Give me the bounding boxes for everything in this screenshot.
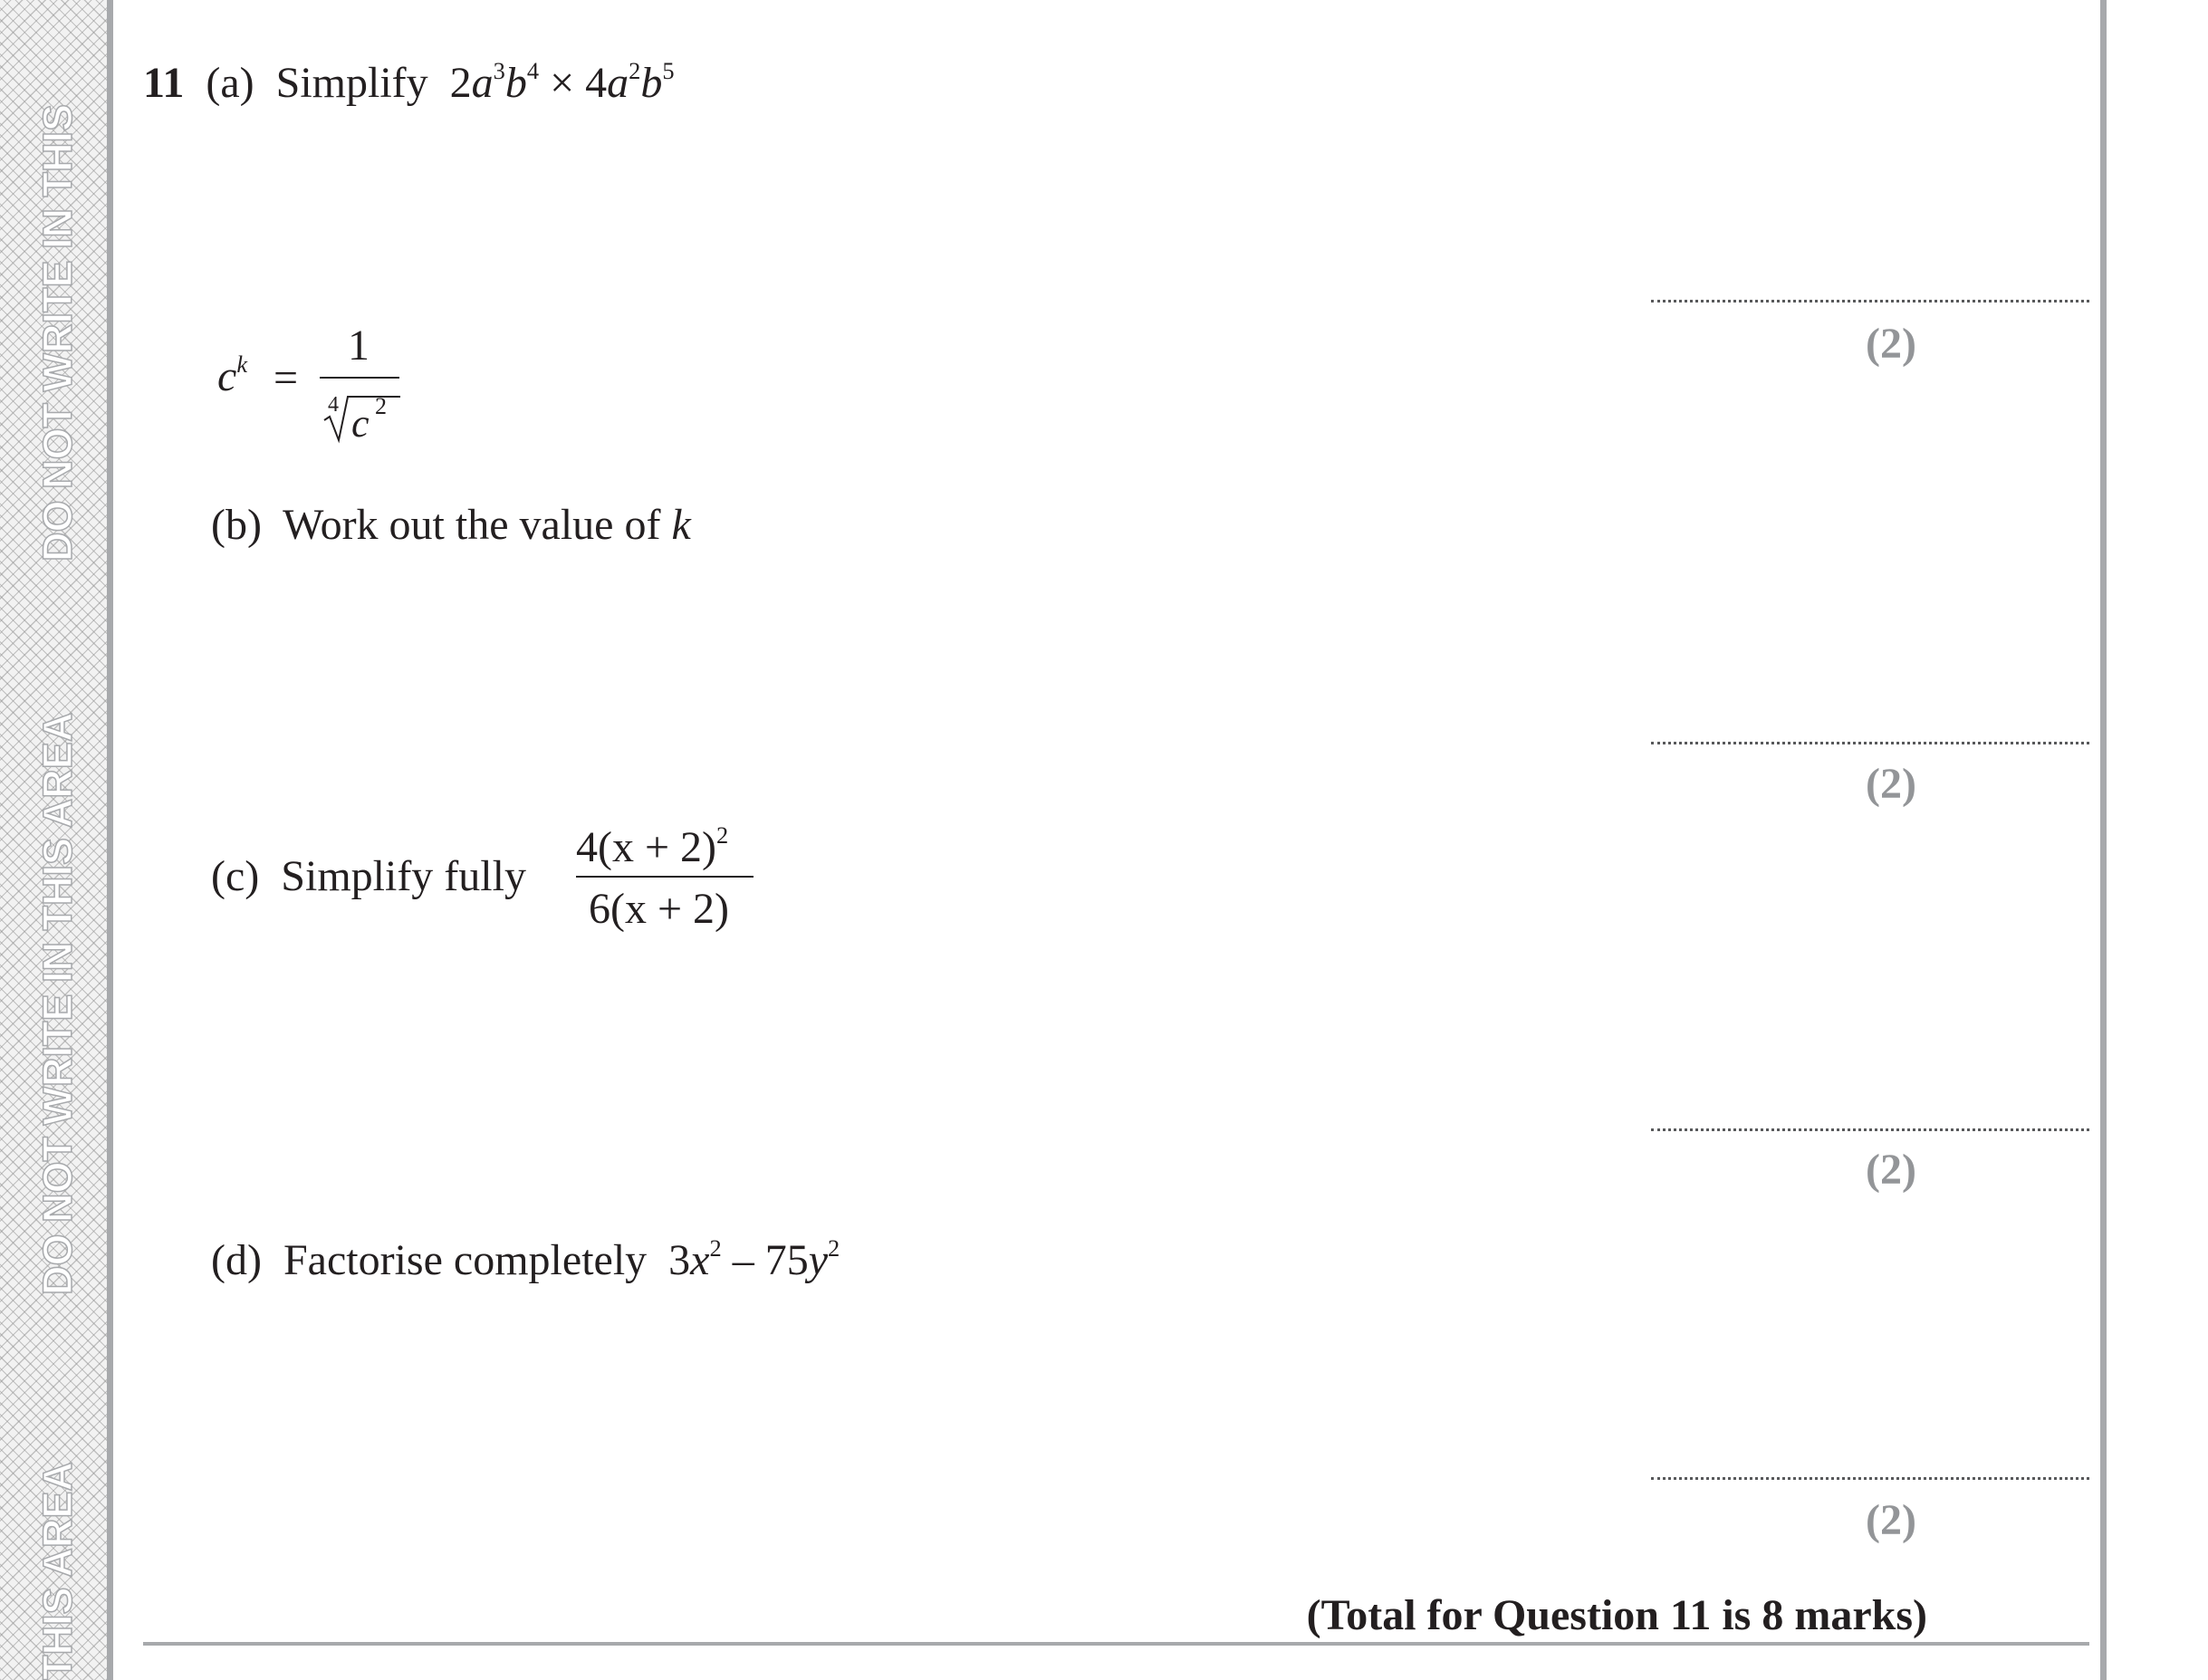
part-c-denominator: 6(x + 2) — [589, 885, 730, 933]
marks-a: (2) — [1866, 320, 1916, 368]
part-d-expression: $3x^2 - 75y^2$ — [668, 1234, 840, 1284]
part-b-line — [211, 501, 691, 549]
part-d-line — [211, 1234, 840, 1284]
right-border — [2100, 0, 2107, 1680]
marks-b: (2) — [1866, 760, 1916, 808]
part-b-variable: k — [671, 501, 691, 549]
part-c-numerator: $4(x + 2)^2$ — [576, 821, 729, 871]
part-a-instruction: Simplify — [275, 59, 428, 107]
bottom-rule — [143, 1642, 2089, 1646]
marks-c: (2) — [1866, 1146, 1916, 1194]
part-d-instruction: Factorise completely — [283, 1236, 648, 1284]
answer-line-d[interactable] — [1651, 1477, 2089, 1480]
equation-equals: = — [274, 354, 299, 402]
question-a-line — [143, 57, 675, 107]
marks-d: (2) — [1866, 1496, 1916, 1544]
part-c-fraction-bar — [576, 876, 754, 878]
margin-warning-top: DO NOT WRITE IN THIS — [34, 104, 81, 562]
part-a-label: (a) — [206, 59, 254, 107]
equation-lhs: $c^k$ — [217, 350, 248, 400]
root-index: 4 — [328, 393, 339, 417]
margin-divider — [107, 0, 113, 1680]
equation-numerator: 1 — [348, 322, 370, 370]
part-c-label: (c) — [211, 852, 260, 900]
answer-line-b[interactable] — [1651, 742, 2089, 744]
question-number: 11 — [143, 59, 185, 107]
part-b-instruction: Work out the value of — [283, 501, 661, 549]
part-b-label: (b) — [211, 501, 262, 549]
margin-warning-middle: DO NOT WRITE IN THIS AREA — [34, 712, 81, 1295]
answer-line-c[interactable] — [1651, 1128, 2089, 1131]
part-d-label: (d) — [211, 1236, 262, 1284]
question-total: (Total for Question 11 is 8 marks) — [1306, 1591, 1927, 1639]
part-a-expression: $2a^3b^4 \times 4a^2b^5$ — [449, 57, 675, 107]
margin-warning-bottom: THIS AREA — [34, 1462, 81, 1680]
equation-fraction-bar — [320, 377, 399, 379]
answer-line-a[interactable] — [1651, 300, 2089, 302]
part-c-instruction: Simplify fully — [281, 852, 526, 900]
equation-root: 4 c 2 — [319, 389, 402, 444]
part-c-line — [211, 852, 526, 900]
